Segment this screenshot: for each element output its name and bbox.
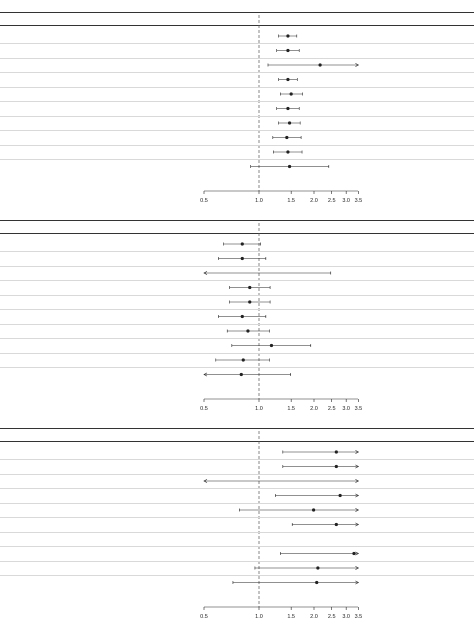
row-separator <box>0 72 474 73</box>
row-separator <box>0 517 474 518</box>
x-axis-tick-label: 2.5 <box>327 614 336 620</box>
x-axis-tick-label: 3.0 <box>342 198 351 204</box>
forest-panel-b <box>0 208 474 416</box>
row-separator <box>0 532 474 533</box>
row-separator <box>0 367 474 368</box>
x-axis-tick-label: 1.5 <box>287 406 296 412</box>
x-axis-tick-label: 1.0 <box>255 198 263 204</box>
point-estimate <box>335 465 338 468</box>
row-separator <box>0 546 474 547</box>
x-axis-tick-label: 3.5 <box>354 406 363 412</box>
point-estimate <box>241 242 244 245</box>
row-separator <box>0 561 474 562</box>
point-estimate <box>335 523 338 526</box>
forest-panel-a <box>0 0 474 208</box>
point-estimate <box>319 63 322 66</box>
point-estimate <box>248 286 251 289</box>
point-estimate <box>288 165 291 168</box>
point-estimate <box>286 107 289 110</box>
forest-plot-svg <box>0 416 474 624</box>
point-estimate <box>316 566 319 569</box>
point-estimate <box>248 300 251 303</box>
x-axis-tick-label: 1.5 <box>287 614 296 620</box>
row-separator <box>0 87 474 88</box>
row-separator <box>0 474 474 475</box>
forest-panel-c <box>0 416 474 624</box>
x-axis-tick-label: 3.5 <box>354 198 363 204</box>
point-estimate <box>312 508 315 511</box>
point-estimate <box>286 49 289 52</box>
point-estimate <box>240 373 243 376</box>
row-separator <box>0 353 474 354</box>
forest-plot-svg <box>0 0 474 208</box>
row-separator <box>0 488 474 489</box>
point-estimate <box>286 150 289 153</box>
x-axis-tick-label: 2.0 <box>310 406 318 412</box>
row-separator <box>0 130 474 131</box>
x-axis-tick-label: 0.5 <box>200 198 208 204</box>
point-estimate <box>315 581 318 584</box>
x-axis-tick-label: 2.0 <box>310 198 318 204</box>
point-estimate <box>335 450 338 453</box>
x-axis-tick-label: 0.5 <box>200 614 208 620</box>
row-separator <box>0 338 474 339</box>
row-separator <box>0 575 474 576</box>
row-separator <box>0 309 474 310</box>
row-separator <box>0 145 474 146</box>
row-separator <box>0 159 474 160</box>
row-separator <box>0 295 474 296</box>
row-separator <box>0 251 474 252</box>
x-axis-tick-label: 2.5 <box>327 406 336 412</box>
forest-plot-svg <box>0 208 474 416</box>
x-axis-tick-label: 0.5 <box>200 406 208 412</box>
row-separator <box>0 503 474 504</box>
row-separator <box>0 116 474 117</box>
point-estimate <box>352 552 355 555</box>
x-axis-tick-label: 1.0 <box>255 406 263 412</box>
point-estimate <box>285 136 288 139</box>
row-separator <box>0 101 474 102</box>
x-axis-tick-label: 3.0 <box>342 406 351 412</box>
point-estimate <box>242 358 245 361</box>
x-axis-tick-label: 1.0 <box>255 614 263 620</box>
point-estimate <box>286 34 289 37</box>
point-estimate <box>339 494 342 497</box>
row-separator <box>0 43 474 44</box>
point-estimate <box>241 257 244 260</box>
point-estimate <box>286 78 289 81</box>
x-axis-tick-label: 1.5 <box>287 198 296 204</box>
x-axis-tick-label: 3.0 <box>342 614 351 620</box>
row-separator <box>0 324 474 325</box>
x-axis-tick-label: 2.5 <box>327 198 336 204</box>
row-separator <box>0 266 474 267</box>
point-estimate <box>290 92 293 95</box>
x-axis-tick-label: 2.0 <box>310 614 318 620</box>
row-separator <box>0 280 474 281</box>
row-separator <box>0 58 474 59</box>
x-axis-tick-label: 3.5 <box>354 614 363 620</box>
point-estimate <box>246 329 249 332</box>
row-separator <box>0 459 474 460</box>
point-estimate <box>270 344 273 347</box>
point-estimate <box>241 315 244 318</box>
point-estimate <box>288 121 291 124</box>
